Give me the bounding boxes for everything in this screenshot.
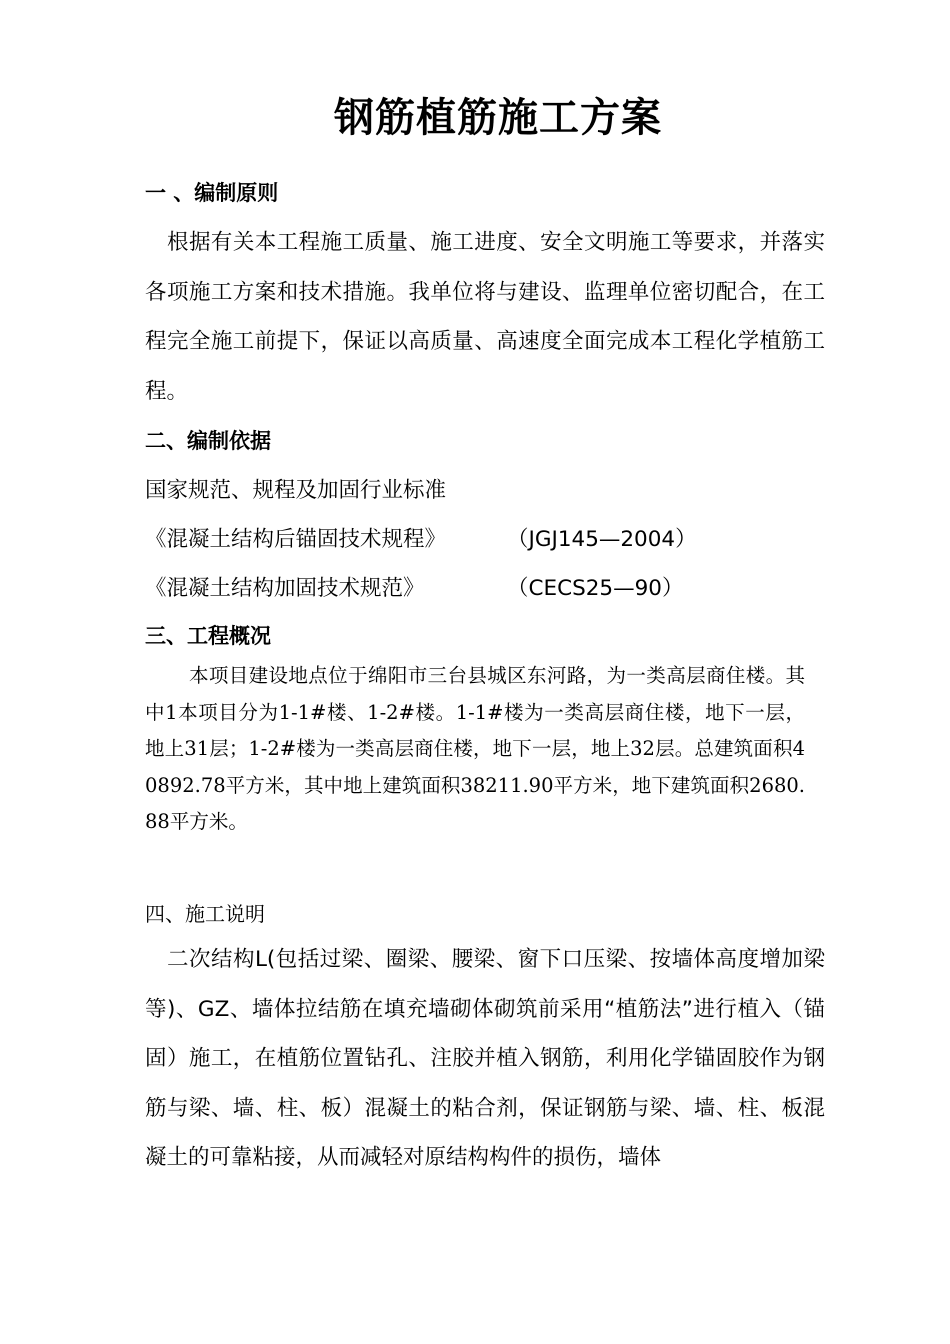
standard-code: （JGJ145—2004） bbox=[507, 527, 697, 552]
standard-name: 《混凝土结构后锚固技术规程》 bbox=[145, 527, 447, 552]
document-title: 钢筋植筋施工方案 bbox=[334, 95, 662, 141]
section-heading-basis: 二、编制依据 bbox=[145, 429, 271, 453]
standard-code: （CECS25—90） bbox=[507, 576, 684, 601]
section-body-overview: 本项目建设地点位于绵阳市三台县城区东河路，为一类高层商住楼。其中1本项目分为1-1#楼、1-2#楼。1-1#楼为一类高层商住楼，地下一层，地上31层；1-2#楼为一类高层商住楼，地下一层，地上32层。总建筑面积40892.78平方米，其中地上建筑面积38211.90平方米，地下建筑面积2680.88平方米。 bbox=[145, 664, 805, 833]
basis-intro: 国家规范、规程及加固行业标准 bbox=[145, 478, 447, 503]
section-heading-instructions: 四、施工说明 bbox=[145, 902, 265, 926]
section-body-instructions: 二次结构L(包括过梁、圈梁、腰梁、窗下口压梁、按墙体高度增加梁等)、GZ、墙体拉结筋在填充墙砌体砌筑前采用“植筋法”进行植入（锚固）施工，在植筋位置钻孔、注胶并植入钢筋，利用化学锚固胶作为钢筋与梁、墙、柱、板）混凝土的粘合剂，保证钢筋与梁、墙、柱、板混凝土的可靠粘接，从而减轻对原结构构件的损伤，墙体 bbox=[145, 947, 825, 1170]
standard-name: 《混凝土结构加固技术规范》 bbox=[145, 576, 425, 601]
section-body-principles: 根据有关本工程施工质量、施工进度、安全文明施工等要求，并落实各项施工方案和技术措施。我单位将与建设、监理单位密切配合，在工程完全施工前提下，保证以高质量、高速度全面完成本工程化学植筋工程。 bbox=[145, 230, 825, 404]
section-heading-overview: 三、工程概况 bbox=[145, 624, 271, 648]
section-heading-principles: 一 、编制原则 bbox=[145, 181, 279, 205]
